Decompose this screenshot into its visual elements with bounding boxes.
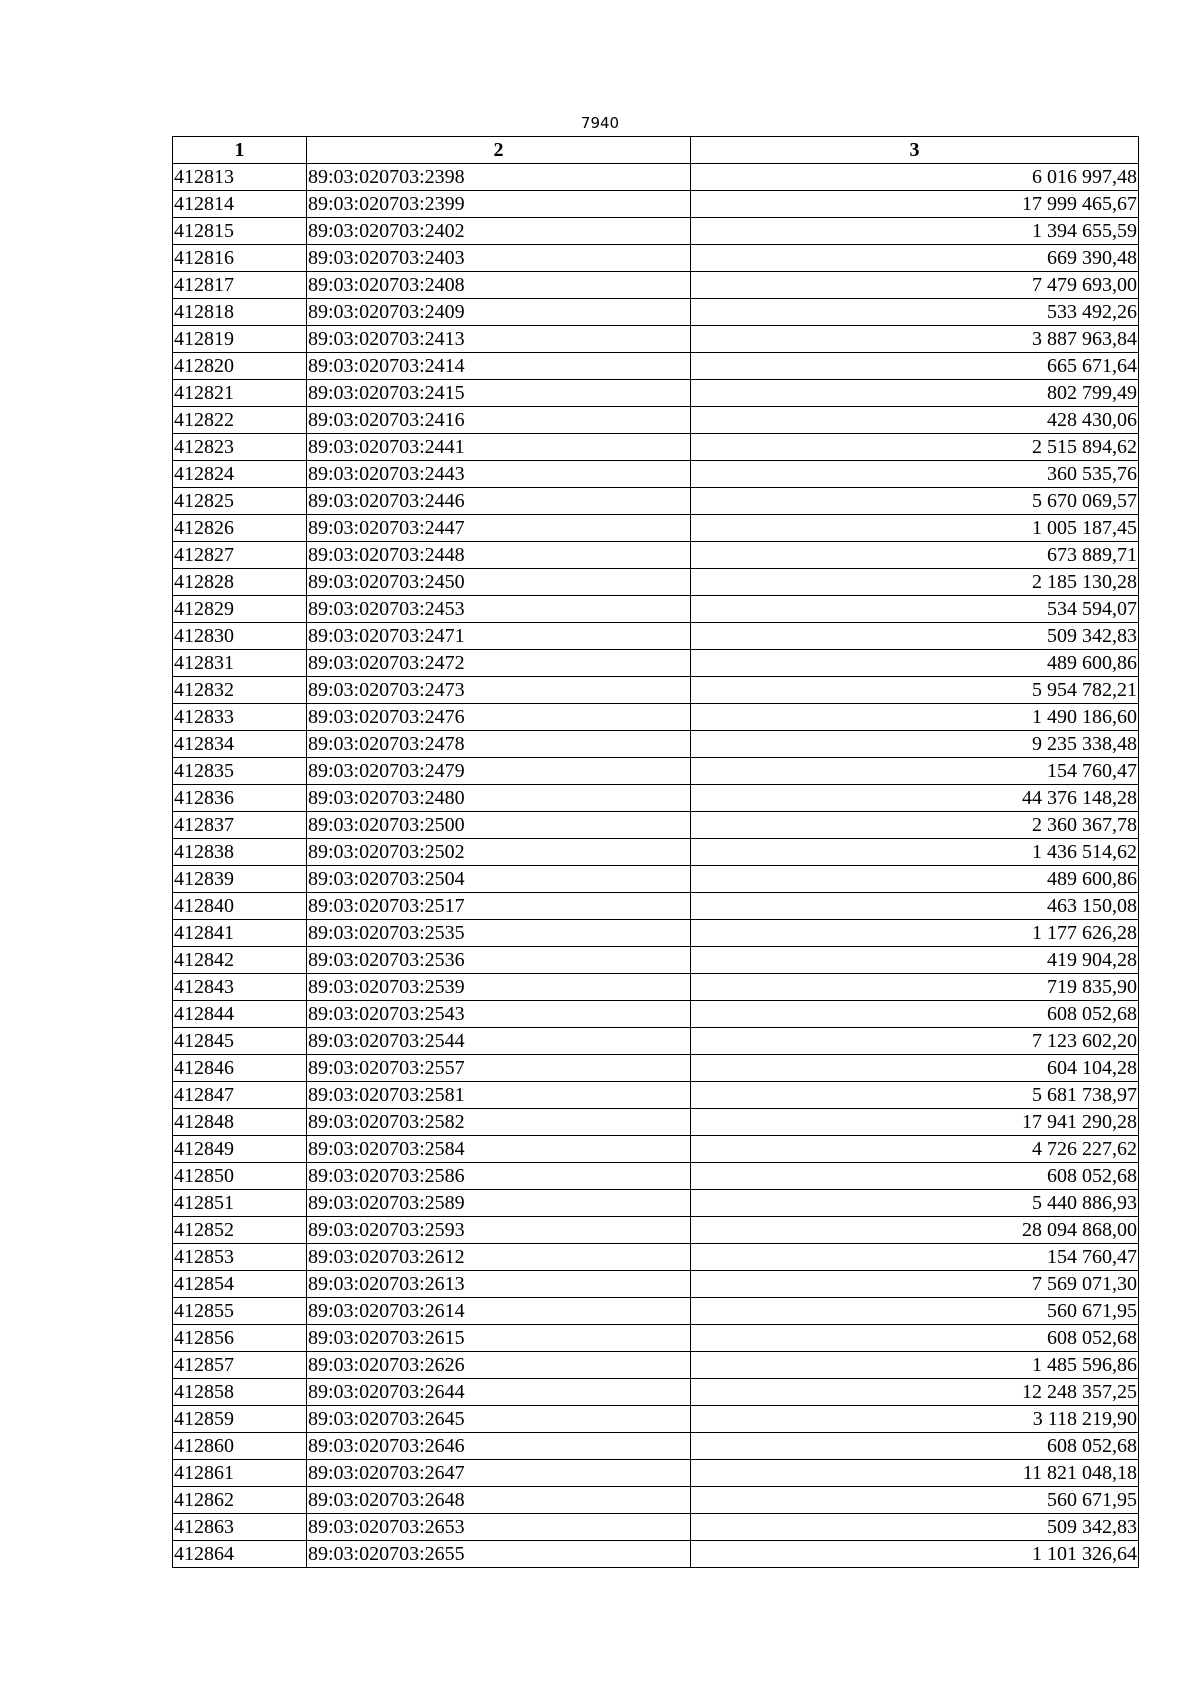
table-row	[173, 299, 1139, 326]
table-row	[173, 191, 1139, 218]
cadastral-number-cell: 89:03:020703:2582	[307, 1109, 691, 1136]
value-cell: 560 671,95	[691, 1298, 1139, 1325]
cadastral-number-cell: 89:03:020703:2472	[307, 650, 691, 677]
cadastral-number-cell: 89:03:020703:2589	[307, 1190, 691, 1217]
cadastral-number-cell: 89:03:020703:2453	[307, 596, 691, 623]
row-number-cell: 412859	[173, 1406, 307, 1433]
cadastral-number-cell: 89:03:020703:2644	[307, 1379, 691, 1406]
value-cell: 560 671,95	[691, 1487, 1139, 1514]
row-number-cell: 412822	[173, 407, 307, 434]
table-row	[173, 731, 1139, 758]
value-cell: 5 670 069,57	[691, 488, 1139, 515]
table-row	[173, 1379, 1139, 1406]
value-cell: 608 052,68	[691, 1001, 1139, 1028]
row-number-cell: 412864	[173, 1541, 307, 1568]
cadastral-number-cell: 89:03:020703:2647	[307, 1460, 691, 1487]
row-number-cell: 412851	[173, 1190, 307, 1217]
row-number-cell: 412845	[173, 1028, 307, 1055]
row-number-cell: 412846	[173, 1055, 307, 1082]
cadastral-number-cell: 89:03:020703:2399	[307, 191, 691, 218]
cadastral-number-cell: 89:03:020703:2446	[307, 488, 691, 515]
value-cell: 1 101 326,64	[691, 1541, 1139, 1568]
value-cell: 669 390,48	[691, 245, 1139, 272]
table-row	[173, 326, 1139, 353]
row-number-cell: 412841	[173, 920, 307, 947]
row-number-cell: 412826	[173, 515, 307, 542]
table-row	[173, 974, 1139, 1001]
cadastral-number-cell: 89:03:020703:2473	[307, 677, 691, 704]
table-row	[173, 1082, 1139, 1109]
value-cell: 1 436 514,62	[691, 839, 1139, 866]
table-row	[173, 245, 1139, 272]
cadastral-number-cell: 89:03:020703:2500	[307, 812, 691, 839]
cadastral-number-cell: 89:03:020703:2557	[307, 1055, 691, 1082]
row-number-cell: 412836	[173, 785, 307, 812]
table-row	[173, 785, 1139, 812]
table-row	[173, 542, 1139, 569]
row-number-cell: 412838	[173, 839, 307, 866]
cadastral-number-cell: 89:03:020703:2450	[307, 569, 691, 596]
table-row	[173, 1298, 1139, 1325]
row-number-cell: 412843	[173, 974, 307, 1001]
cadastral-number-cell: 89:03:020703:2615	[307, 1325, 691, 1352]
table-row	[173, 650, 1139, 677]
value-cell: 360 535,76	[691, 461, 1139, 488]
value-cell: 1 177 626,28	[691, 920, 1139, 947]
value-cell: 1 485 596,86	[691, 1352, 1139, 1379]
cadastral-number-cell: 89:03:020703:2614	[307, 1298, 691, 1325]
table-row	[173, 1109, 1139, 1136]
table-row	[173, 1055, 1139, 1082]
value-cell: 28 094 868,00	[691, 1217, 1139, 1244]
value-cell: 509 342,83	[691, 623, 1139, 650]
cadastral-number-cell: 89:03:020703:2443	[307, 461, 691, 488]
row-number-cell: 412848	[173, 1109, 307, 1136]
row-number-cell: 412816	[173, 245, 307, 272]
value-cell: 9 235 338,48	[691, 731, 1139, 758]
table-row	[173, 1217, 1139, 1244]
row-number-cell: 412863	[173, 1514, 307, 1541]
cadastral-number-cell: 89:03:020703:2544	[307, 1028, 691, 1055]
table-row	[173, 515, 1139, 542]
cadastral-number-cell: 89:03:020703:2536	[307, 947, 691, 974]
value-cell: 428 430,06	[691, 407, 1139, 434]
column-header-1: 1	[173, 137, 307, 164]
table-row	[173, 758, 1139, 785]
table-body	[173, 164, 1139, 1568]
row-number-cell: 412815	[173, 218, 307, 245]
row-number-cell: 412814	[173, 191, 307, 218]
cadastral-number-cell: 89:03:020703:2441	[307, 434, 691, 461]
table-row	[173, 407, 1139, 434]
cadastral-number-cell: 89:03:020703:2645	[307, 1406, 691, 1433]
cadastral-number-cell: 89:03:020703:2478	[307, 731, 691, 758]
cadastral-number-cell: 89:03:020703:2416	[307, 407, 691, 434]
table-row	[173, 839, 1139, 866]
row-number-cell: 412828	[173, 569, 307, 596]
row-number-cell: 412853	[173, 1244, 307, 1271]
value-cell: 608 052,68	[691, 1163, 1139, 1190]
table-row	[173, 1514, 1139, 1541]
value-cell: 154 760,47	[691, 1244, 1139, 1271]
table-row	[173, 1136, 1139, 1163]
cadastral-number-cell: 89:03:020703:2581	[307, 1082, 691, 1109]
table-row	[173, 1325, 1139, 1352]
row-number-cell: 412824	[173, 461, 307, 488]
row-number-cell: 412852	[173, 1217, 307, 1244]
table-row	[173, 1190, 1139, 1217]
cadastral-number-cell: 89:03:020703:2415	[307, 380, 691, 407]
value-cell: 489 600,86	[691, 866, 1139, 893]
row-number-cell: 412856	[173, 1325, 307, 1352]
value-cell: 7 123 602,20	[691, 1028, 1139, 1055]
row-number-cell: 412827	[173, 542, 307, 569]
cadastral-number-cell: 89:03:020703:2448	[307, 542, 691, 569]
value-cell: 7 479 693,00	[691, 272, 1139, 299]
column-header-2: 2	[307, 137, 691, 164]
cadastral-number-cell: 89:03:020703:2648	[307, 1487, 691, 1514]
cadastral-number-cell: 89:03:020703:2539	[307, 974, 691, 1001]
cadastral-number-cell: 89:03:020703:2502	[307, 839, 691, 866]
row-number-cell: 412844	[173, 1001, 307, 1028]
table-row	[173, 1406, 1139, 1433]
cadastral-number-cell: 89:03:020703:2586	[307, 1163, 691, 1190]
value-cell: 5 440 886,93	[691, 1190, 1139, 1217]
table-row	[173, 893, 1139, 920]
table-row	[173, 623, 1139, 650]
cadastral-number-cell: 89:03:020703:2408	[307, 272, 691, 299]
value-cell: 533 492,26	[691, 299, 1139, 326]
value-cell: 17 999 465,67	[691, 191, 1139, 218]
table-row	[173, 812, 1139, 839]
cadastral-number-cell: 89:03:020703:2653	[307, 1514, 691, 1541]
row-number-cell: 412831	[173, 650, 307, 677]
row-number-cell: 412862	[173, 1487, 307, 1514]
data-table	[172, 136, 1139, 1568]
cadastral-number-cell: 89:03:020703:2655	[307, 1541, 691, 1568]
table-header-row	[173, 137, 1139, 164]
column-header-3: 3	[691, 137, 1139, 164]
cadastral-number-cell: 89:03:020703:2612	[307, 1244, 691, 1271]
value-cell: 604 104,28	[691, 1055, 1139, 1082]
row-number-cell: 412847	[173, 1082, 307, 1109]
cadastral-number-cell: 89:03:020703:2398	[307, 164, 691, 191]
row-number-cell: 412842	[173, 947, 307, 974]
table-row	[173, 1433, 1139, 1460]
cadastral-number-cell: 89:03:020703:2584	[307, 1136, 691, 1163]
value-cell: 11 821 048,18	[691, 1460, 1139, 1487]
table-row	[173, 488, 1139, 515]
row-number-cell: 412837	[173, 812, 307, 839]
cadastral-number-cell: 89:03:020703:2517	[307, 893, 691, 920]
cadastral-number-cell: 89:03:020703:2646	[307, 1433, 691, 1460]
cadastral-number-cell: 89:03:020703:2479	[307, 758, 691, 785]
value-cell: 7 569 071,30	[691, 1271, 1139, 1298]
value-cell: 463 150,08	[691, 893, 1139, 920]
cadastral-number-cell: 89:03:020703:2543	[307, 1001, 691, 1028]
cadastral-number-cell: 89:03:020703:2626	[307, 1352, 691, 1379]
table-row	[173, 353, 1139, 380]
page-number: 7940	[580, 114, 620, 132]
value-cell: 1 394 655,59	[691, 218, 1139, 245]
value-cell: 3 887 963,84	[691, 326, 1139, 353]
row-number-cell: 412830	[173, 623, 307, 650]
row-number-cell: 412850	[173, 1163, 307, 1190]
table-row	[173, 1028, 1139, 1055]
table-row	[173, 596, 1139, 623]
value-cell: 534 594,07	[691, 596, 1139, 623]
row-number-cell: 412818	[173, 299, 307, 326]
value-cell: 608 052,68	[691, 1433, 1139, 1460]
row-number-cell: 412860	[173, 1433, 307, 1460]
cadastral-number-cell: 89:03:020703:2613	[307, 1271, 691, 1298]
value-cell: 2 360 367,78	[691, 812, 1139, 839]
value-cell: 1 005 187,45	[691, 515, 1139, 542]
table-row	[173, 434, 1139, 461]
value-cell: 2 185 130,28	[691, 569, 1139, 596]
row-number-cell: 412861	[173, 1460, 307, 1487]
table-row	[173, 920, 1139, 947]
row-number-cell: 412849	[173, 1136, 307, 1163]
row-number-cell: 412840	[173, 893, 307, 920]
value-cell: 3 118 219,90	[691, 1406, 1139, 1433]
cadastral-number-cell: 89:03:020703:2447	[307, 515, 691, 542]
table-row	[173, 1271, 1139, 1298]
value-cell: 719 835,90	[691, 974, 1139, 1001]
row-number-cell: 412823	[173, 434, 307, 461]
table-row	[173, 272, 1139, 299]
cadastral-number-cell: 89:03:020703:2480	[307, 785, 691, 812]
table-row	[173, 866, 1139, 893]
table-row	[173, 380, 1139, 407]
row-number-cell: 412854	[173, 1271, 307, 1298]
value-cell: 12 248 357,25	[691, 1379, 1139, 1406]
table-row	[173, 677, 1139, 704]
row-number-cell: 412832	[173, 677, 307, 704]
row-number-cell: 412855	[173, 1298, 307, 1325]
table-row	[173, 704, 1139, 731]
value-cell: 2 515 894,62	[691, 434, 1139, 461]
table-row	[173, 1487, 1139, 1514]
cadastral-number-cell: 89:03:020703:2504	[307, 866, 691, 893]
row-number-cell: 412857	[173, 1352, 307, 1379]
value-cell: 489 600,86	[691, 650, 1139, 677]
value-cell: 17 941 290,28	[691, 1109, 1139, 1136]
table-row	[173, 164, 1139, 191]
table-row	[173, 1001, 1139, 1028]
value-cell: 673 889,71	[691, 542, 1139, 569]
cadastral-number-cell: 89:03:020703:2535	[307, 920, 691, 947]
row-number-cell: 412820	[173, 353, 307, 380]
table-row	[173, 1541, 1139, 1568]
cadastral-number-cell: 89:03:020703:2476	[307, 704, 691, 731]
table-row	[173, 1163, 1139, 1190]
value-cell: 6 016 997,48	[691, 164, 1139, 191]
table-row	[173, 1244, 1139, 1271]
table-row	[173, 569, 1139, 596]
row-number-cell: 412819	[173, 326, 307, 353]
row-number-cell: 412839	[173, 866, 307, 893]
table-row	[173, 218, 1139, 245]
table-row	[173, 1460, 1139, 1487]
value-cell: 608 052,68	[691, 1325, 1139, 1352]
value-cell: 665 671,64	[691, 353, 1139, 380]
cadastral-number-cell: 89:03:020703:2471	[307, 623, 691, 650]
table-row	[173, 461, 1139, 488]
cadastral-number-cell: 89:03:020703:2593	[307, 1217, 691, 1244]
table-row	[173, 947, 1139, 974]
value-cell: 5 954 782,21	[691, 677, 1139, 704]
table-row	[173, 1352, 1139, 1379]
value-cell: 4 726 227,62	[691, 1136, 1139, 1163]
cadastral-number-cell: 89:03:020703:2409	[307, 299, 691, 326]
row-number-cell: 412833	[173, 704, 307, 731]
row-number-cell: 412858	[173, 1379, 307, 1406]
row-number-cell: 412835	[173, 758, 307, 785]
cadastral-number-cell: 89:03:020703:2402	[307, 218, 691, 245]
value-cell: 419 904,28	[691, 947, 1139, 974]
cadastral-number-cell: 89:03:020703:2403	[307, 245, 691, 272]
row-number-cell: 412821	[173, 380, 307, 407]
cadastral-number-cell: 89:03:020703:2413	[307, 326, 691, 353]
row-number-cell: 412834	[173, 731, 307, 758]
value-cell: 44 376 148,28	[691, 785, 1139, 812]
row-number-cell: 412817	[173, 272, 307, 299]
value-cell: 5 681 738,97	[691, 1082, 1139, 1109]
value-cell: 154 760,47	[691, 758, 1139, 785]
row-number-cell: 412813	[173, 164, 307, 191]
row-number-cell: 412829	[173, 596, 307, 623]
cadastral-number-cell: 89:03:020703:2414	[307, 353, 691, 380]
value-cell: 509 342,83	[691, 1514, 1139, 1541]
value-cell: 802 799,49	[691, 380, 1139, 407]
row-number-cell: 412825	[173, 488, 307, 515]
value-cell: 1 490 186,60	[691, 704, 1139, 731]
